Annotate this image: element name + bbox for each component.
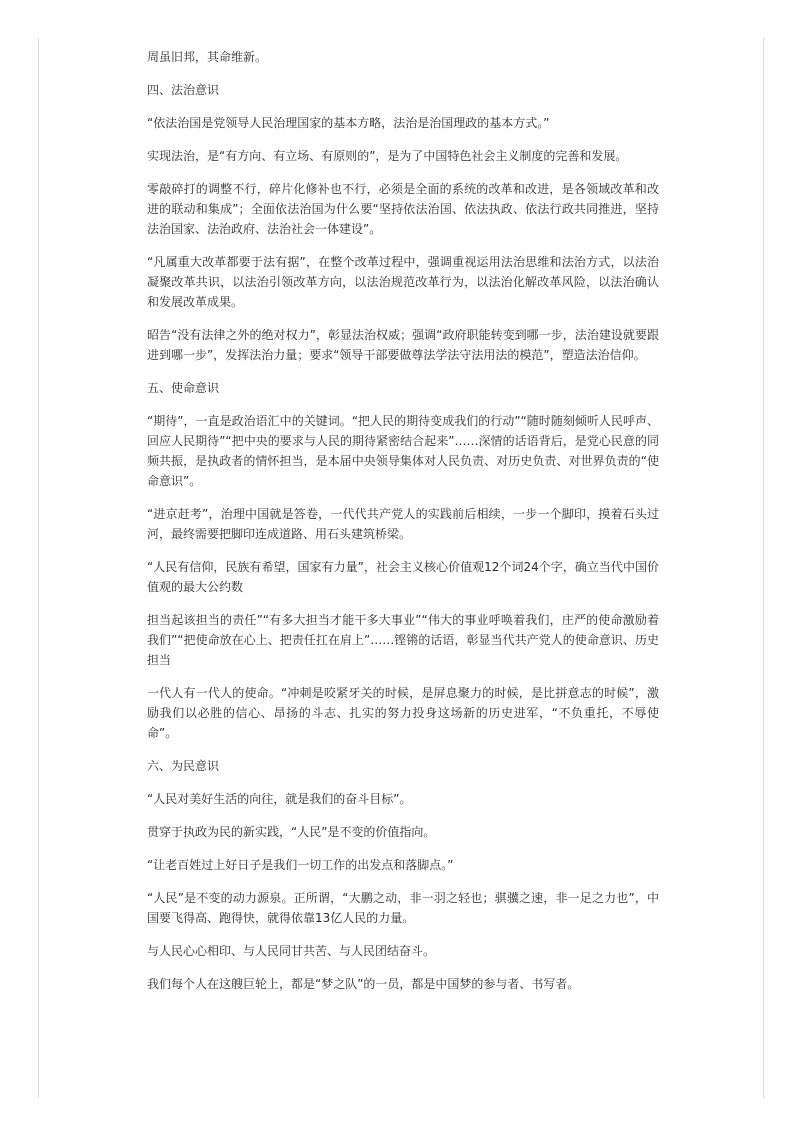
page-border-right: [763, 38, 764, 1098]
paragraph: “人民对美好生活的向往，就是我们的奋斗目标”。: [147, 792, 412, 806]
document-body: [147, 47, 659, 1007]
section-heading: 六、为民意识: [147, 759, 220, 773]
section-heading: 五、使命意识: [147, 381, 220, 395]
paragraph: 我们每个人在这艘巨轮上，都是“梦之队”的一员，都是中国梦的参与者、书写者。: [147, 977, 580, 991]
paragraph: “依法治国是党领导人民治理国家的基本方略，法治是治国理政的基本方式。”: [147, 116, 550, 130]
paragraph: 与人民心心相印、与人民同甘共苦、与人民团结奋斗。: [147, 944, 436, 958]
paragraph: “人民有信仰，民族有希望，国家有力量”，社会主义核心价值观12个词24个字，确立当代中国价值观的最大公约数: [147, 560, 659, 594]
paragraph: 一代人有一代人的使命。“冲刺是咬紧牙关的时候，是屏息聚力的时候，是比拼意志的时候”，激励我们以必胜的信心、昂扬的斗志、扎实的努力投身这场新的历史进军，“不负重托，不辱使命”。: [147, 686, 659, 740]
paragraph: 实现法治，是“有方向、有立场、有原则的”，是为了中国特色社会主义制度的完善和发展。: [147, 149, 628, 163]
paragraph: 周虽旧邦，其命维新。: [147, 50, 268, 64]
paragraph: “期待”，一直是政治语汇中的关键词。“把人民的期待变成我们的行动”“随时随刻倾听人民呼声、回应人民期待”“把中央的要求与人民的期待紧密结合起来”……深情的话语背后，是党心民意的同频共振，是执政者的情怀担当，是本届中央领导集体对人民负责、对历史负责、对世界负责的“使命意识”。: [147, 414, 659, 488]
paragraph: 担当起该担当的责任”“有多大担当才能干多大事业”“伟大的事业呼唤着我们，庄严的使命激励着我们”“把使命放在心上、把责任扛在肩上”……铿锵的话语，彰显当代共产党人的使命意识、历史担当: [147, 613, 659, 667]
paragraph: “人民”是不变的动力源泉。正所谓，“大鹏之动，非一羽之轻也；骐骥之速，非一足之力也”，中国要飞得高、跑得快，就得依靠13亿人民的力量。: [147, 891, 659, 925]
paragraph: 贯穿于执政为民的新实践，“人民”是不变的价值指向。: [147, 825, 436, 839]
paragraph: “让老百姓过上好日子是我们一切工作的出发点和落脚点。”: [147, 858, 454, 872]
paragraph: 零敲碎打的调整不行，碎片化修补也不行，必须是全面的系统的改革和改进，是各领域改革和改进的联动和集成”；全面依法治国为什么要“坚持依法治国、依法执政、依法行政共同推进，坚持法治国家、法治政府、法治社会一体建设”。: [147, 182, 659, 236]
paragraph: “进京赶考”，治理中国就是答卷，一代代共产党人的实践前后相续，一步一个脚印，摸着石头过河，最终需要把脚印连成道路、用石头建筑桥梁。: [147, 507, 659, 541]
paragraph: 昭告“没有法律之外的绝对权力”，彰显法治权威；强调“政府职能转变到哪一步，法治建设就要跟进到哪一步”，发挥法治力量；要求“领导干部要做尊法学法守法用法的模范”，塑造法治信仰。: [147, 328, 659, 362]
paragraph: “凡属重大改革都要于法有据”，在整个改革过程中，强调重视运用法治思维和法治方式，以法治凝聚改革共识，以法治引领改革方向，以法治规范改革行为，以法治化解改革风险，以法治确认和发展改革成果。: [147, 255, 659, 309]
section-heading: 四、法治意识: [147, 83, 220, 97]
page-border-left: [38, 38, 39, 1098]
